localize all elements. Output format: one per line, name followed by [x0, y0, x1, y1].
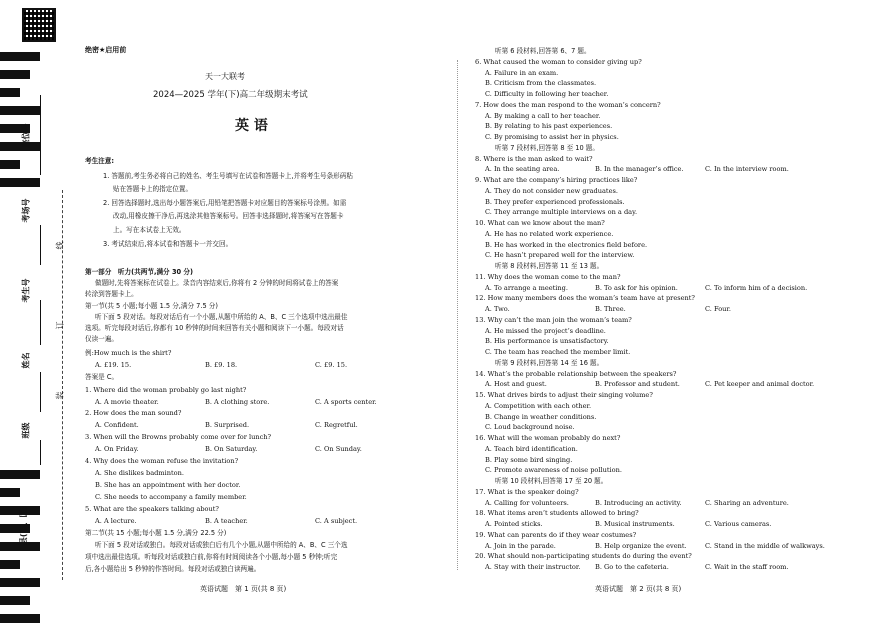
page-footer: 英语试题 第 2 页(共 8 页) [595, 585, 682, 593]
example-question: 例:How much is the shirt? [85, 349, 172, 357]
question: 4. Why does the woman refuse the invitation? [85, 457, 239, 465]
option: A. Calling for volunteers. [485, 498, 569, 507]
subject-title: 英 语 [235, 118, 268, 134]
option: C. Various cameras. [705, 520, 772, 528]
option: A. Two. [485, 305, 510, 313]
strip-bar [0, 70, 30, 79]
option: A. Competition with each other. [485, 401, 592, 410]
listening-prompt: 听第 10 段材料,回答第 17 至 20 题。 [495, 477, 608, 485]
question: 5. What are the speakers talking about? [85, 505, 219, 513]
option: A. Teach bird identification. [485, 444, 578, 453]
question: 14. What’s the probable relationship between the speakers? [475, 369, 677, 378]
question: 3. When will the Browns probably come over for lunch? [85, 433, 272, 441]
option: B. Three. [595, 305, 626, 313]
note-line: 上。写在本试卷上无效。 [113, 226, 186, 234]
field-line [40, 300, 41, 345]
option: C. Sharing an adventure. [705, 498, 789, 507]
option: A. A lecture. [95, 517, 137, 525]
question: 11. Why does the woman come to the man? [475, 272, 621, 281]
option: B. Change in weather conditions. [485, 412, 597, 421]
option: A. Join in the parade. [485, 541, 556, 550]
option: C. On Sunday. [315, 445, 362, 453]
option: C. Pet keeper and animal doctor. [705, 380, 815, 389]
sec1-intro: 听下面 5 段对话。每段对话后有一个小题,从题中所给的 A、B、C 三个选项中选出最佳 [95, 313, 348, 321]
field-line [40, 225, 41, 265]
option: A. She dislikes badminton. [95, 469, 184, 477]
option: A. Pointed sticks. [485, 520, 543, 528]
option: C. By promising to assist her in physics. [485, 133, 619, 141]
option: B. In the manager’s office. [595, 165, 684, 174]
option: A. On Friday. [95, 445, 139, 453]
question: 6. What caused the woman to consider giving up? [475, 57, 642, 66]
option: B. Go to the cafeteria. [595, 563, 669, 571]
note-line: 贴在答题卡上的指定位置。 [113, 185, 193, 193]
strip-bar [0, 52, 40, 61]
option: B. Professor and student. [595, 380, 680, 389]
question: 13. Why can’t the man join the woman’s team? [475, 315, 632, 324]
sec2-intro: 项中选出最佳选项。听每段对话或独白前,你将有时间阅读各个小题,每小题 5 秒钟;听完 [85, 553, 338, 561]
option: A. They do not consider new graduates. [485, 186, 618, 195]
option: B. A teacher. [205, 517, 248, 525]
field-line [40, 372, 41, 412]
exam-title: 2024—2025 学年(下)高二年级期末考试 [153, 90, 308, 100]
option: A. Confident. [95, 421, 139, 429]
sec1-intro: 仅读一遍。 [85, 335, 118, 343]
field-county: 县(市、区) [19, 505, 29, 546]
field-name: 姓名 [21, 352, 31, 369]
sec1-intro: 选项。听完每段对话后,你都有 10 秒钟的时间来回答有关小题和阅读下一小题。每段对话 [85, 324, 344, 332]
note-line: 1. 答题前,考生务必将自己的姓名、考生号填写在试卷和答题卡上,并将考生号条形码粘 [103, 172, 353, 180]
listening-prompt: 听第 7 段材料,回答第 8 至 10 题。 [495, 143, 599, 152]
question: 7. How does the man respond to the woman’s concern? [475, 100, 661, 109]
option: A. He missed the project’s deadline. [485, 326, 606, 335]
option: C. A sports center. [315, 398, 377, 406]
sec1-title: 第一节(共 5 小题;每小题 1.5 分,满分 7.5 分) [85, 302, 218, 310]
option: B. By relating to his past experiences. [485, 122, 613, 131]
option: C. He hasn’t prepared well for the interview. [485, 251, 635, 260]
field-student-no: 考生号 [21, 278, 31, 303]
organization: 天一大联考 [205, 72, 245, 81]
part1-intro: 转涂到答题卡上。 [85, 290, 138, 298]
question: 20. What should non-participating students do during the event? [475, 552, 692, 561]
example-answer: 答案是 C。 [85, 373, 119, 381]
strip-bar [0, 560, 20, 569]
field-line [40, 440, 41, 465]
option: A. In the seating area. [485, 165, 560, 174]
note-line: 2. 回答选择题时,选出每小题答案后,用铅笔把答题卡对应题目的答案标号涂黑。如需 [103, 199, 347, 207]
question: 19. What can parents do if they wear costumes? [475, 530, 637, 539]
option: B. Help organize the event. [595, 541, 687, 550]
strip-bar [0, 488, 20, 497]
field-class: 班级 [21, 422, 31, 439]
listening-prompt: 听第 8 段材料,回答第 11 至 13 题。 [495, 262, 604, 270]
option: C. Four. [705, 305, 731, 313]
option: B. She has an appointment with her doctor. [95, 481, 241, 489]
strip-bar [0, 160, 20, 169]
strip-bar [0, 88, 20, 97]
option: B. Surprised. [205, 421, 250, 429]
strip-bar [0, 470, 40, 479]
question: 9. What are the company’s hiring practices like? [475, 176, 638, 184]
strip-bar [0, 578, 40, 587]
example-option: C. £9. 15. [315, 361, 348, 369]
option: B. Criticism from the classmates. [485, 79, 597, 88]
option: A. Host and guest. [485, 380, 547, 389]
option: C. Difficulty in following her teacher. [485, 90, 609, 98]
question: 15. What drives birds to adjust their singing volume? [475, 391, 653, 399]
option: A. Stay with their instructor. [485, 563, 581, 571]
sec2-intro: 后,各小题给出 5 秒钟的作答时间。每段对话或独白读两遍。 [85, 565, 261, 573]
question: 2. How does the man sound? [85, 409, 182, 417]
option: C. Promote awareness of noise pollution. [485, 466, 622, 475]
option: A. To arrange a meeting. [485, 283, 568, 292]
option: B. A clothing store. [205, 398, 270, 406]
qr-code [22, 8, 56, 42]
field-line [40, 95, 41, 175]
option: C. Wait in the staff room. [705, 563, 789, 571]
option: A. Failure in an exam. [485, 68, 559, 77]
question: 16. What will the woman probably do next? [475, 434, 621, 442]
option: C. She needs to accompany a family member. [95, 493, 247, 501]
bind-mark: 订 [55, 321, 65, 330]
secret-label: 绝密★启用前 [85, 46, 127, 54]
question: 18. What items aren’t students allowed to bring? [475, 509, 639, 518]
option: B. Musical instruments. [595, 520, 675, 528]
binding-strip [0, 0, 70, 630]
notes-title: 考生注意: [85, 157, 115, 165]
strip-bar [0, 178, 40, 187]
option: C. Stand in the middle of walkways. [705, 541, 825, 550]
option: C. Loud background noise. [485, 423, 575, 432]
question: 12. How many members does the woman’s team have at present? [475, 294, 695, 303]
note-line: 3. 考试结束后,将本试卷和答题卡一并交回。 [103, 240, 233, 248]
option: B. He has worked in the electronics field before. [485, 240, 648, 249]
option: C. A subject. [315, 517, 358, 525]
strip-bar [0, 106, 40, 115]
page-footer: 英语试题 第 1 页(共 8 页) [200, 585, 287, 593]
listening-prompt: 听第 9 段材料,回答第 14 至 16 题。 [495, 358, 604, 367]
bind-mark: 装 [55, 391, 65, 400]
note-line: 改动,用橡皮擦干净后,再选涂其他答案标号。回答非选择题时,将答案写在答题卡 [113, 212, 344, 220]
option: C. To inform him of a decision. [705, 283, 808, 292]
option: B. They prefer experienced professionals. [485, 197, 625, 206]
field-room: 考场号 [21, 198, 31, 223]
strip-bar [0, 596, 30, 605]
sec2-intro: 听下面 5 段对话或独白。每段对话或独白后有几个小题,从题中所给的 A、B、C 三个选 [95, 541, 348, 549]
bind-mark: 线 [55, 241, 65, 250]
listening-prompt: 听第 6 段材料,回答第 6、7 题。 [495, 47, 591, 55]
option: C. In the interview room. [705, 165, 789, 174]
part1-intro: 做题时,先将答案标在试卷上。录音内容结束后,你将有 2 分钟的时间将试卷上的答案 [95, 279, 339, 287]
question: 1. Where did the woman probably go last night? [85, 386, 247, 394]
field-seat: 座位号 [21, 123, 31, 148]
question: 17. What is the speaker doing? [475, 487, 579, 496]
question: 10. What can we know about the man? [475, 219, 605, 227]
option: B. To ask for his opinion. [595, 283, 678, 292]
option: C. Regretful. [315, 421, 358, 429]
page-divider [457, 60, 458, 570]
option: A. A movie theater. [95, 398, 159, 406]
option: C. The team has reached the member limit. [485, 348, 631, 356]
option: A. By making a call to her teacher. [485, 111, 601, 120]
question: 8. Where is the man asked to wait? [475, 154, 593, 163]
sec2-title: 第二节(共 15 小题;每小题 1.5 分,满分 22.5 分) [85, 529, 227, 537]
option: C. They arrange multiple interviews on a day. [485, 208, 638, 217]
strip-bar [0, 614, 40, 623]
option: B. Introducing an activity. [595, 498, 682, 507]
option: A. He has no related work experience. [485, 229, 614, 238]
example-option: B. £9. 18. [205, 361, 238, 369]
option: B. His performance is unsatisfactory. [485, 337, 609, 346]
option: B. On Saturday. [205, 445, 258, 453]
example-option: A. £19. 15. [95, 361, 132, 369]
option: B. Play some bird singing. [485, 455, 573, 464]
part1-title: 第一部分 听力(共两节,满分 30 分) [85, 268, 194, 276]
